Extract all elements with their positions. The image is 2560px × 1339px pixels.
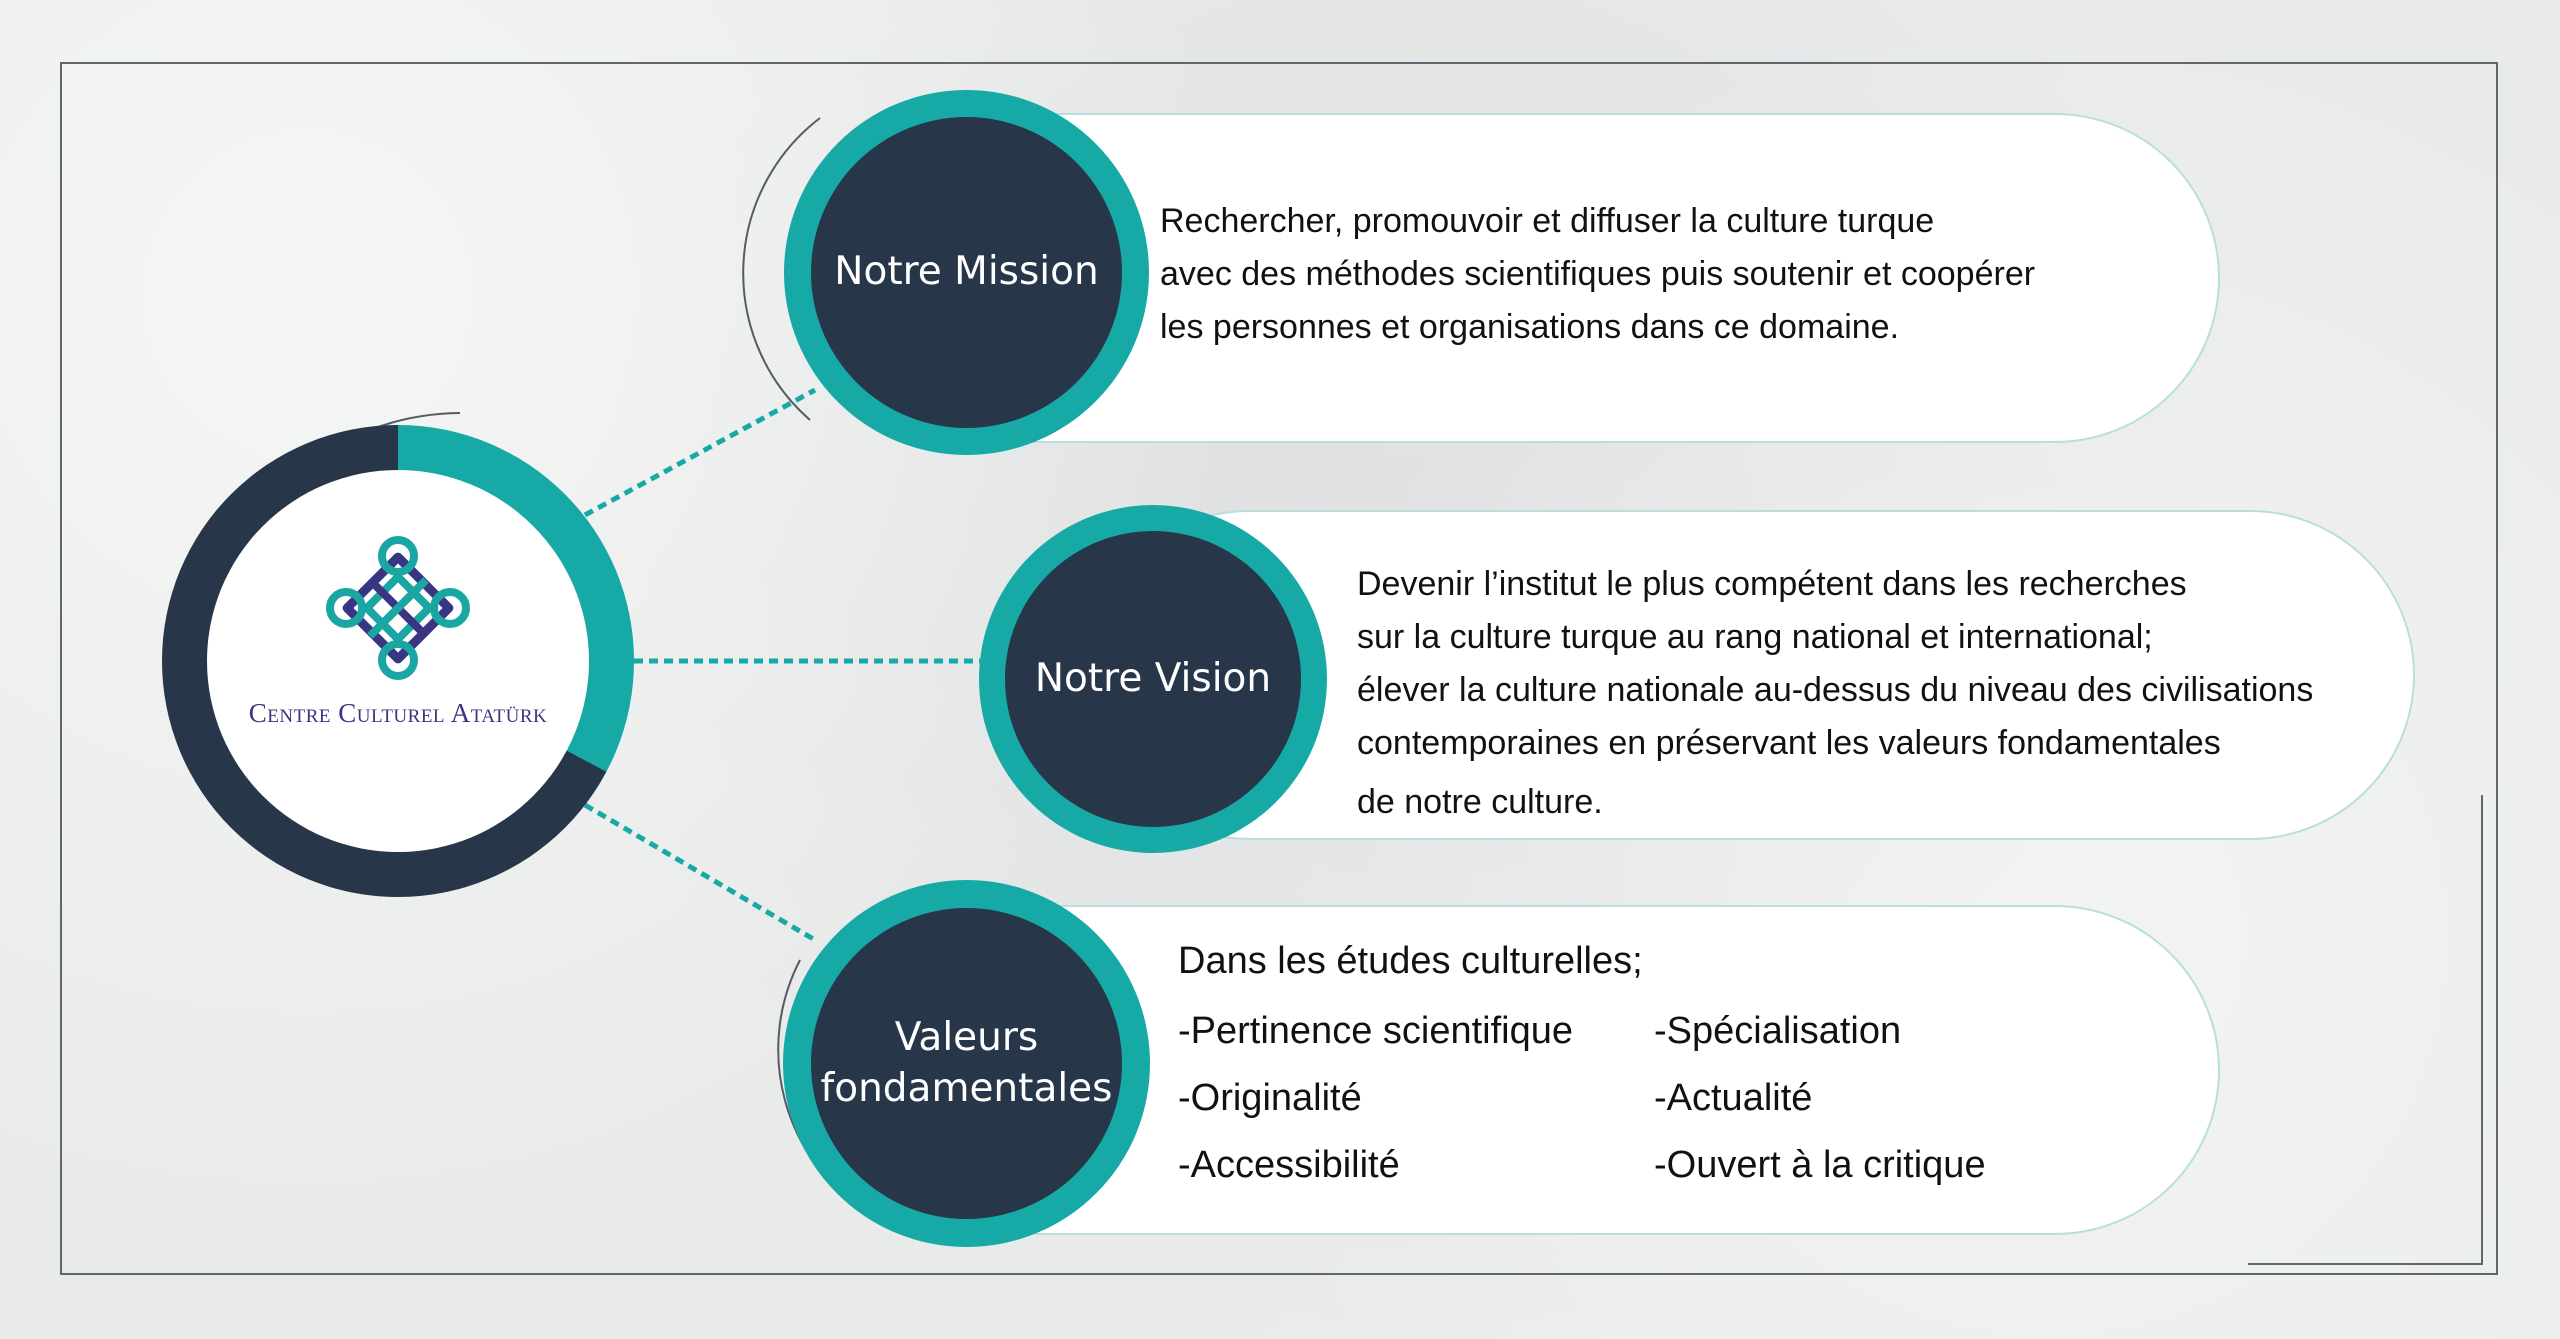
logo-text: Centre Culturel Atatürk	[248, 698, 548, 728]
value-item: -Accessibilité	[1178, 1144, 1400, 1186]
connector-values	[585, 805, 815, 940]
connector-mission	[585, 390, 815, 515]
vision-line: Devenir l’institut le plus compétent dans les recherches	[1357, 565, 2187, 603]
vision-line: élever la culture nationale au-dessus du niveau des civilisations	[1357, 671, 2314, 709]
values-title-line1: Valeurs	[894, 1014, 1039, 1060]
mission-line: Rechercher, promouvoir et diffuser la culture turque	[1160, 202, 1935, 240]
values-list-left	[1178, 998, 1573, 1199]
value-item: -Pertinence scientifique	[1178, 1010, 1573, 1052]
value-item: -Actualité	[1654, 1077, 1813, 1119]
value-item: -Ouvert à la critique	[1654, 1144, 1986, 1186]
vision-line: contemporaines en préservant les valeurs fondamentales	[1357, 724, 2221, 762]
values-title-line2: fondamentales	[820, 1065, 1113, 1111]
values-list-right	[1654, 998, 1986, 1199]
vision-line: de notre culture.	[1357, 783, 1603, 821]
vision-line: sur la culture turque au rang national et international;	[1357, 618, 2153, 656]
vision-text	[1357, 558, 2313, 829]
mission-title: Notre Mission	[834, 249, 1099, 295]
vision-circle	[1005, 531, 1301, 827]
knot-logo-icon	[318, 528, 478, 688]
value-item: -Spécialisation	[1654, 1010, 1902, 1052]
mission-circle	[811, 117, 1122, 428]
values-circle	[811, 908, 1122, 1219]
values-heading: Dans les études culturelles;	[1178, 940, 1643, 982]
mission-line: avec des méthodes scientifiques puis soutenir et coopérer	[1160, 255, 2036, 293]
vision-title: Notre Vision	[1034, 655, 1272, 701]
mission-line: les personnes et organisations dans ce domaine.	[1160, 308, 1900, 346]
values-title	[820, 1013, 1112, 1114]
mission-text	[1160, 195, 2035, 354]
value-item: -Originalité	[1178, 1077, 1362, 1119]
